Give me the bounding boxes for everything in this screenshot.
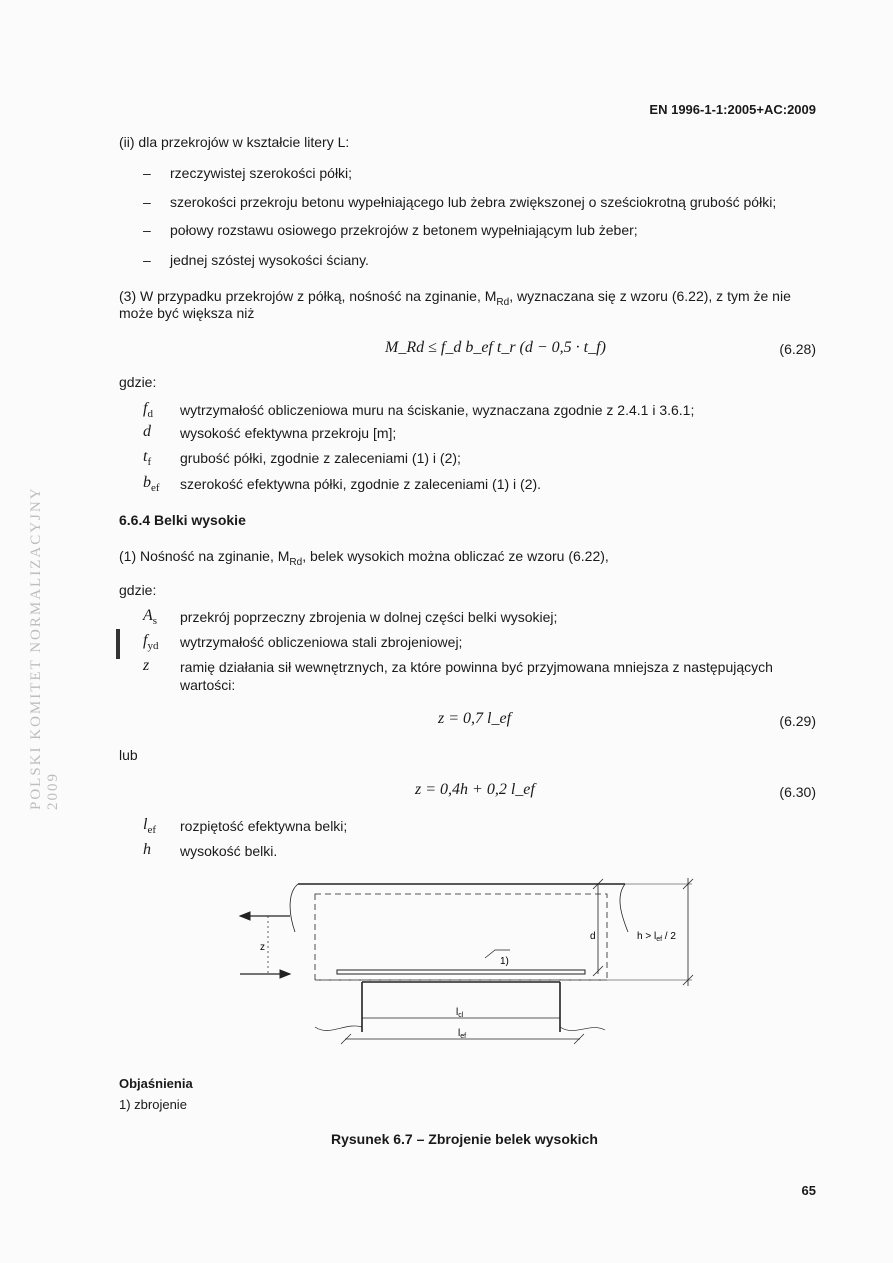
symbol: h bbox=[143, 841, 151, 858]
watermark: POLSKI KOMITET NORMALIZACYJNY 2009 bbox=[28, 487, 61, 810]
gdzie-label: gdzie: bbox=[119, 374, 157, 390]
symbol: $b_{ef}$ bbox=[143, 474, 160, 495]
symbol: $t_f$ bbox=[143, 448, 152, 469]
equation-6-28 bbox=[385, 339, 606, 357]
lub-label: lub bbox=[119, 747, 138, 763]
symbol: $l_{ef}$ bbox=[143, 816, 156, 837]
label-rebar: 1) bbox=[500, 956, 509, 967]
legend-title: Objaśnienia bbox=[119, 1076, 193, 1091]
label-z: z bbox=[260, 942, 265, 953]
definition: przekrój poprzeczny zbrojenia w dolnej części belki wysokiej; bbox=[180, 609, 558, 625]
list-dash: – bbox=[143, 222, 151, 238]
definition: ramię działania sił wewnętrznych, za które powinna być przyjmowana mniejsza z następujących bbox=[180, 659, 773, 675]
symbol: $f_d$ bbox=[143, 400, 153, 421]
label-lef: $l_{ef}$ bbox=[458, 1028, 467, 1040]
standard-header: EN 1996-1-1:2005+AC:2009 bbox=[649, 102, 816, 117]
equation-6-29: z = 0,7 l_ef bbox=[438, 710, 512, 727]
symbol: z bbox=[143, 657, 150, 674]
list-item: jednej szóstej wysokości ściany. bbox=[170, 252, 369, 268]
definition: wytrzymałość obliczeniowa muru na ściskanie, wyznaczana zgodnie z 2.4.1 i 3.6.1; bbox=[180, 402, 695, 418]
change-bar bbox=[116, 629, 120, 659]
deep-beam-figure bbox=[230, 872, 710, 1052]
label-lcl: $l_{cl}$ bbox=[456, 1007, 464, 1019]
definition: wysokość efektywna przekroju [m]; bbox=[180, 425, 397, 441]
equation-number: (6.28) bbox=[779, 341, 816, 357]
break-right bbox=[620, 884, 628, 932]
list-item: połowy rozstawu osiowego przekrojów z betonem wypełniającym lub żeber; bbox=[170, 222, 638, 238]
eq-text: M_Rd ≤ f_d b_ef t_r (d − 0,5 · t_f) bbox=[385, 339, 606, 356]
equation-number: (6.29) bbox=[779, 713, 816, 729]
definition: grubość półki, zgodnie z zaleceniami (1) i (2); bbox=[180, 450, 461, 466]
figure-caption: Rysunek 6.7 – Zbrojenie belek wysokich bbox=[331, 1131, 598, 1147]
definition-continuation: wartości: bbox=[180, 677, 236, 693]
label-h: $h > l_{ef} / 2$ bbox=[637, 931, 676, 943]
para3-line2: może być większa niż bbox=[119, 305, 255, 321]
symbol: d bbox=[143, 423, 151, 440]
symbol: $f_{yd}$ bbox=[143, 632, 159, 653]
definition: wysokość belki. bbox=[180, 843, 278, 859]
page-number: 65 bbox=[801, 1183, 816, 1198]
para3-text: (3) W przypadku przekrojów z półką, nośność na zginanie, M bbox=[119, 288, 497, 304]
para3-text-end: , wyznaczana się z wzoru (6.22), z tym że nie bbox=[509, 288, 791, 304]
equation-number: (6.30) bbox=[779, 784, 816, 800]
definition: wytrzymałość obliczeniowa stali zbrojeniowej; bbox=[180, 634, 463, 650]
legend-item: 1) zbrojenie bbox=[119, 1097, 187, 1112]
dashed-section bbox=[315, 894, 607, 980]
definition: rozpiętość efektywna belki; bbox=[180, 818, 348, 834]
equation-6-30: z = 0,4h + 0,2 l_ef bbox=[415, 781, 535, 798]
section-ii-intro: (ii) dla przekrojów w kształcie litery L: bbox=[119, 134, 350, 150]
list-item: szerokości przekroju betonu wypełniającego lub żebra zwiększonej o sześciokrotną grubość półki; bbox=[170, 194, 777, 210]
symbol: $A_s$ bbox=[143, 607, 158, 628]
break-left bbox=[290, 884, 298, 932]
label-d: d bbox=[590, 931, 596, 942]
para3-sub: Rd bbox=[496, 296, 510, 308]
list-dash: – bbox=[143, 252, 151, 268]
para1: (1) Nośność na zginanie, $M_{Rd}$, belek wysokich można obliczać ze wzoru (6.22), bbox=[119, 548, 609, 568]
definition: szerokość efektywna półki, zgodnie z zaleceniami (1) i (2). bbox=[180, 476, 542, 492]
gdzie-label: gdzie: bbox=[119, 582, 157, 598]
section-title: 6.6.4 Belki wysokie bbox=[119, 512, 246, 528]
list-item: rzeczywistej szerokości półki; bbox=[170, 165, 353, 181]
rebar bbox=[337, 970, 585, 974]
list-dash: – bbox=[143, 194, 151, 210]
list-dash: – bbox=[143, 165, 151, 181]
